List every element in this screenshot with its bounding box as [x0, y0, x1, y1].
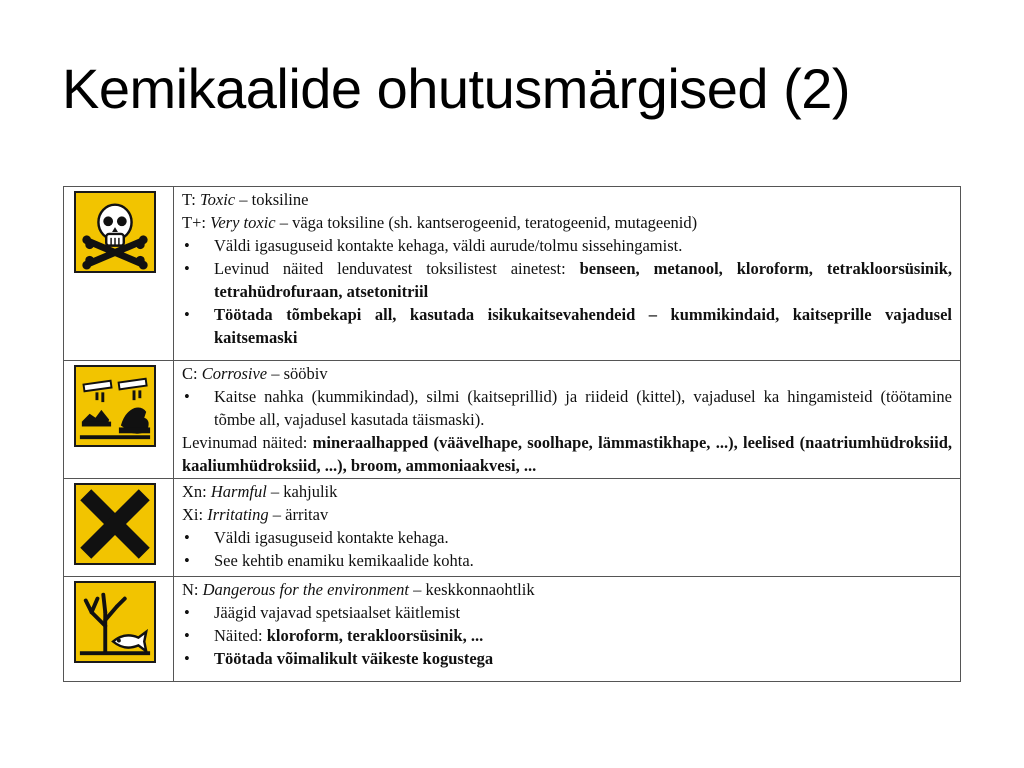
environment-hazard-icon — [74, 581, 156, 663]
table-row-toxic — [64, 187, 960, 361]
table-row-harmful — [64, 479, 960, 577]
list-item: • Töötada võimalikult väikeste kogustega — [182, 647, 952, 670]
corrosive-icon — [74, 365, 156, 447]
corrosive-description: C: Corrosive – sööbiv • Kaitse nahka (kummikindad), silmi (kaitseprillid) ja riideid (kittel), vajadusel ka hingamisteid (töötamine tõmbe all, vajadusel kasutada täismaski). Levinumad näited: mineraalhapped (väävelhape, soolhape, lämmastikhape, ...), leelised (naatriumhüdroksiid, kaaliumhüdroksiid, ...), broom, ammoniaakvesi, ... — [174, 361, 960, 478]
list-item: • Väldi igasuguseid kontakte kehaga. — [182, 526, 952, 549]
list-item: • Näited: kloroform, terakloorsüsinik, ... — [182, 624, 952, 647]
skull-crossbones-icon — [74, 191, 156, 273]
table-row-corrosive — [64, 361, 960, 479]
harmful-description: Xn: Harmful – kahjulik Xi: Irritating – ärritav • Väldi igasuguseid kontakte kehaga. • See kehtib enamiku kemikaalide kohta. — [174, 479, 960, 576]
list-item: • Töötada tõmbekapi all, kasutada isikukaitsevahendeid – kummikindaid, kaitseprille vajadusel kaitsemaski — [182, 303, 952, 349]
list-item: • Kaitse nahka (kummikindad), silmi (kaitseprillid) ja riideid (kittel), vajadusel ka hingamisteid (töötamine tõmbe all, vajadusel kasutada täismaski). — [182, 385, 952, 431]
table-row-environment — [64, 577, 960, 681]
list-item: • See kehtib enamiku kemikaalide kohta. — [182, 549, 952, 572]
toxic-description: T: Toxic – toksiline T+: Very toxic – väga toksiline (sh. kantserogeenid, teratogeenid, mutageenid) • Väldi igasuguseid kontakte kehaga, väldi aurude/tolmu sissehingamist. • Levinud näited lenduvatest toksilistest ainetest: benseen, metanool, kloroform, tetrakloorsüsinik, tetrahüdrofuraan, atsetonitriil • Töötada tõmbekapi all, kasutada isikukaitsevahendeid – kummikindaid, kaitseprille vajadusel kaitsemaski — [174, 187, 960, 360]
hazard-symbols-table — [63, 186, 961, 682]
list-item: • Väldi igasuguseid kontakte kehaga, väldi aurude/tolmu sissehingamist. — [182, 234, 952, 257]
x-cross-icon — [74, 483, 156, 565]
page-title: Kemikaalide ohutusmärgised (2) — [62, 57, 851, 120]
list-item: • Levinud näited lenduvatest toksilistest ainetest: benseen, metanool, kloroform, tetrakloorsüsinik, tetrahüdrofuraan, atsetonitriil — [182, 257, 952, 303]
environment-description: N: Dangerous for the environment – keskkonnaohtlik • Jäägid vajavad spetsiaalset käitlemist • Näited: kloroform, terakloorsüsinik, ... • Töötada võimalikult väikeste kogustega — [174, 577, 960, 681]
list-item: • Jäägid vajavad spetsiaalset käitlemist — [182, 601, 952, 624]
